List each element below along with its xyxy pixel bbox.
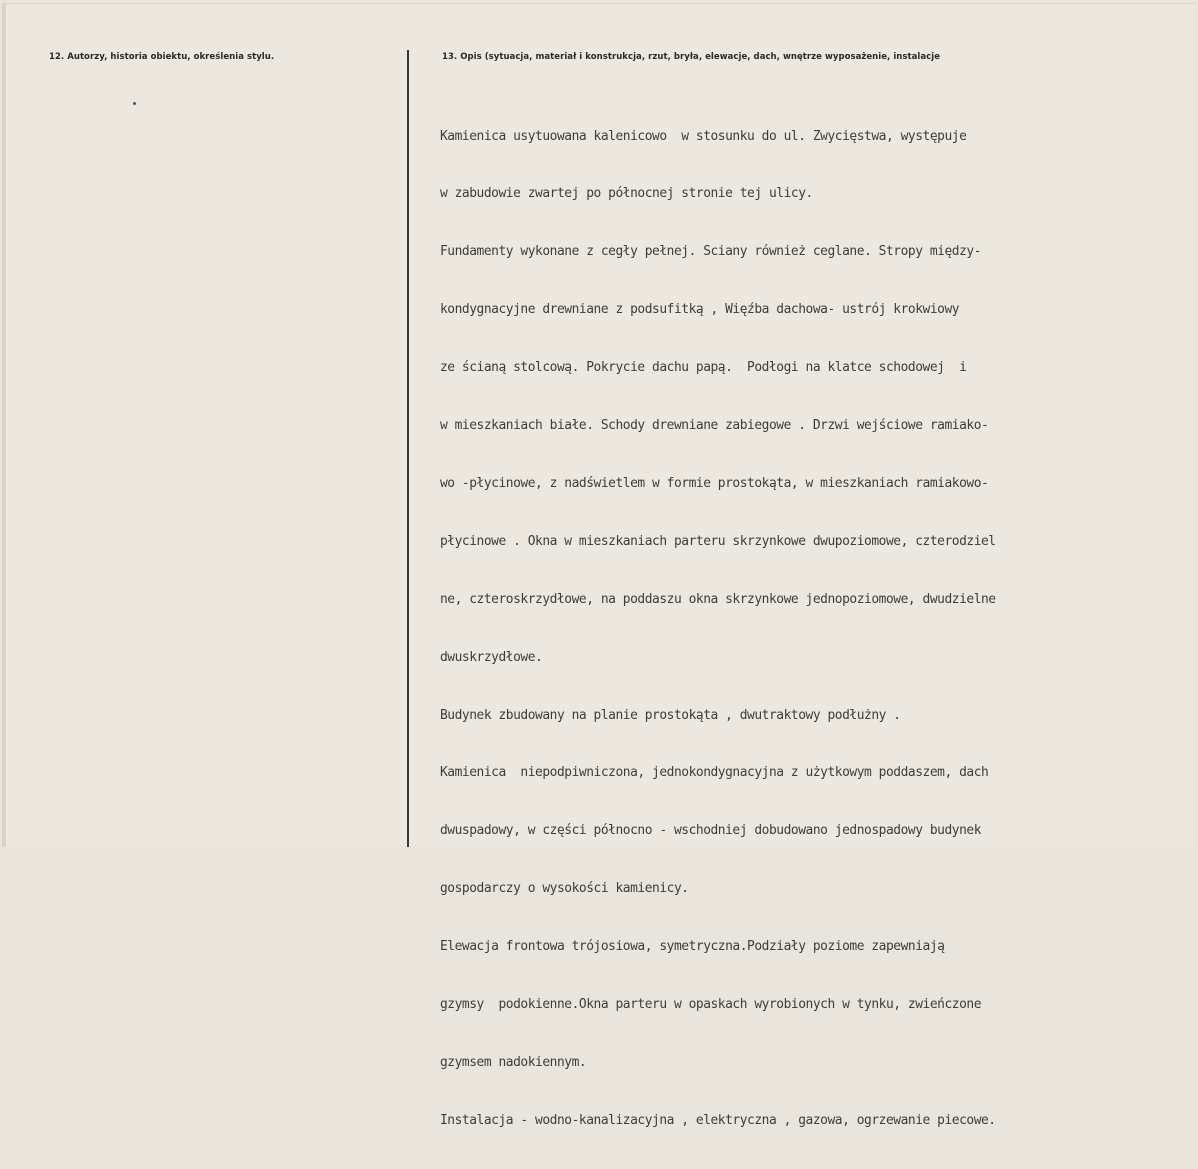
form-sheet	[2, 3, 1195, 1128]
section-12-heading: 12. Autorzy, historia obiektu, określenia stylu.	[49, 52, 275, 62]
text-line: wo -płycinowe, z nadświetlem w formie prostokąta, w mieszkaniach ramiakowo-	[440, 475, 989, 491]
left-column	[3, 4, 408, 847]
text-line: w mieszkaniach białe. Schody drewniane zabiegowe . Drzwi wejściowe ramiako-	[440, 418, 989, 434]
text-line: gzymsy podokienne.Okna parteru w opaskach wyrobionych w tynku, zwieńczone	[440, 996, 982, 1012]
text-line: Fundamenty wykonane z cegły pełnej. Sciany również ceglane. Stropy między-	[440, 244, 982, 260]
text-line: Elewacja frontowa trójosiowa, symetryczna.Podziały poziome zapewniają	[440, 939, 945, 955]
text-line: Instalacja - wodno-kanalizacyjna , elektryczna , gazowa, ogrzewanie piecowe.	[440, 1112, 996, 1128]
text-line: Kamienica niepodpiwniczona, jednokondygnacyjna z użytkowym poddaszem, dach	[440, 765, 989, 781]
text-line: dwuspadowy, w części północno - wschodniej dobudowano jednospadowy budynek	[440, 823, 982, 839]
text-line: ze ścianą stolcową. Pokrycie dachu papą. Podłogi na klatce schodowej i	[440, 360, 967, 376]
column-divider	[407, 50, 409, 847]
text-line: Kamienica usytuowana kalenicowo w stosunku do ul. Zwycięstwa, występuje	[440, 128, 967, 144]
text-line: płycinowe . Okna w mieszkaniach parteru skrzynkowe dwupoziomowe, czterodziel	[440, 533, 996, 549]
right-column	[410, 4, 1196, 1128]
section-13-heading: 13. Opis (sytuacja, materiał i konstrukcja, rzut, bryła, elewacje, dach, wnętrze wyposażenie, instalacje	[442, 52, 941, 62]
text-line: kondygnacyjne drewniane z podsufitką , Więźba dachowa- ustrój krokwiowy	[440, 302, 960, 318]
ink-dot	[133, 102, 136, 105]
text-line: gospodarczy o wysokości kamienicy.	[440, 881, 689, 897]
text-line: w zabudowie zwartej po północnej stronie tej ulicy.	[440, 186, 813, 202]
description-text	[440, 88, 1198, 1169]
text-line: Budynek zbudowany na planie prostokąta , dwutraktowy podłużny .	[440, 707, 901, 723]
text-line: dwuskrzydłowe.	[440, 649, 543, 665]
text-line: ne, czteroskrzydłowe, na poddaszu okna skrzynkowe jednopoziomowe, dwudzielne	[440, 591, 996, 607]
text-line: gzymsem nadokiennym.	[440, 1054, 587, 1070]
